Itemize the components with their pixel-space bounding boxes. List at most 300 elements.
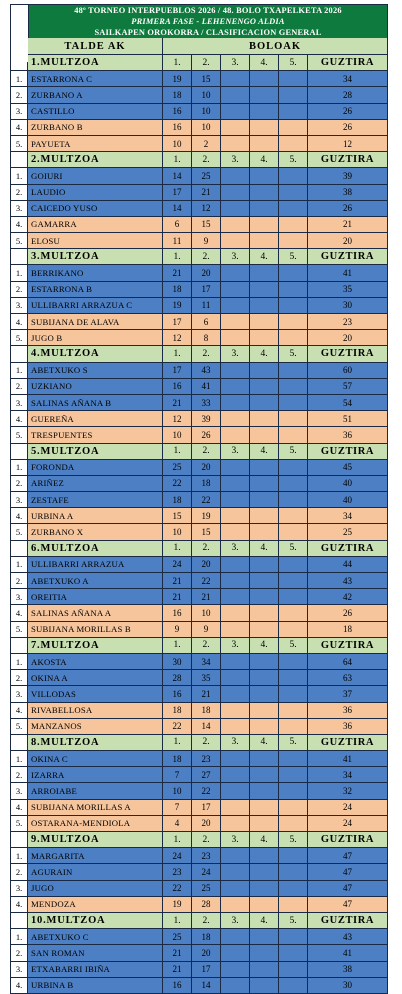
total-score: 43 (308, 573, 388, 589)
round-label: 5. (279, 913, 308, 929)
group-name: 1.MULTZOA (28, 55, 163, 71)
round-label: 1. (163, 249, 192, 265)
rank-number: 4. (10, 411, 28, 427)
round-4-score (250, 816, 279, 832)
round-label: 5. (279, 444, 308, 460)
round-4-score (250, 881, 279, 897)
round-label: 5. (279, 346, 308, 362)
round-1-score: 14 (163, 168, 192, 184)
rank-number: 4. (10, 217, 28, 233)
total-score: 47 (308, 848, 388, 864)
rank-number: 4. (10, 703, 28, 719)
round-2-score: 33 (192, 395, 221, 411)
total-score: 32 (308, 783, 388, 799)
round-1-score: 19 (163, 71, 192, 87)
round-label: 5. (279, 541, 308, 557)
round-1-score: 23 (163, 864, 192, 880)
round-2-score: 17 (192, 962, 221, 978)
group-name: 8.MULTZOA (28, 735, 163, 751)
round-label: 3. (221, 444, 250, 460)
round-5-score (279, 265, 308, 281)
total-label: GUZTIRA (308, 832, 388, 848)
classification-title: SAILKAPEN OROKORRA / CLASIFICACION GENERAL (94, 28, 322, 37)
round-5-score (279, 848, 308, 864)
rank-number: 5. (10, 622, 28, 638)
round-4-score (250, 751, 279, 767)
round-label: 4. (250, 152, 279, 168)
round-label: 4. (250, 832, 279, 848)
round-label: 3. (221, 913, 250, 929)
round-2-score: 20 (192, 557, 221, 573)
round-5-score (279, 411, 308, 427)
team-name: ULLIBARRI ARRAZUA (28, 557, 163, 573)
round-4-score (250, 524, 279, 540)
total-score: 51 (308, 411, 388, 427)
round-1-score: 6 (163, 217, 192, 233)
team-row (10, 168, 388, 184)
round-4-score (250, 298, 279, 314)
total-score: 38 (308, 962, 388, 978)
team-row (10, 897, 388, 913)
round-4-score (250, 168, 279, 184)
team-name: AGURAIN (28, 864, 163, 880)
round-4-score (250, 363, 279, 379)
team-name: SUBIJANA MORILLAS B (28, 622, 163, 638)
round-4-score (250, 411, 279, 427)
group-header-row (10, 55, 388, 71)
round-label: 5. (279, 152, 308, 168)
round-label: 4. (250, 913, 279, 929)
round-1-score: 16 (163, 379, 192, 395)
group-index-blank (10, 832, 28, 848)
total-score: 40 (308, 476, 388, 492)
team-row (10, 136, 388, 152)
team-name: ULLIBARRI ARRAZUA C (28, 298, 163, 314)
round-2-score: 22 (192, 492, 221, 508)
team-name: ABETXUKO A (28, 573, 163, 589)
round-label: 2. (192, 152, 221, 168)
total-score: 35 (308, 282, 388, 298)
round-1-score: 9 (163, 622, 192, 638)
team-name: ABETXUKO S (28, 363, 163, 379)
round-1-score: 21 (163, 395, 192, 411)
group-header-row (10, 152, 388, 168)
round-2-score: 23 (192, 848, 221, 864)
round-label: 2. (192, 832, 221, 848)
round-3-score (221, 881, 250, 897)
team-name: JUGO (28, 881, 163, 897)
round-5-score (279, 104, 308, 120)
round-5-score (279, 864, 308, 880)
rank-number: 4. (10, 120, 28, 136)
round-1-score: 18 (163, 282, 192, 298)
team-name: SUBIJANA MORILLAS A (28, 800, 163, 816)
round-2-score: 21 (192, 589, 221, 605)
round-label: 5. (279, 249, 308, 265)
round-5-score (279, 929, 308, 945)
rank-number: 4. (10, 508, 28, 524)
round-2-score: 34 (192, 654, 221, 670)
round-2-score: 18 (192, 703, 221, 719)
round-2-score: 25 (192, 168, 221, 184)
round-4-score (250, 330, 279, 346)
round-3-score (221, 783, 250, 799)
round-2-score: 18 (192, 929, 221, 945)
round-4-score (250, 864, 279, 880)
round-3-score (221, 492, 250, 508)
round-3-score (221, 411, 250, 427)
round-5-score (279, 508, 308, 524)
rank-number: 1. (10, 168, 28, 184)
group-name: 2.MULTZOA (28, 152, 163, 168)
round-4-score (250, 962, 279, 978)
round-1-score: 10 (163, 524, 192, 540)
rank-number: 3. (10, 395, 28, 411)
team-name: ARIÑEZ (28, 476, 163, 492)
round-label: 4. (250, 541, 279, 557)
round-4-score (250, 314, 279, 330)
round-5-score (279, 314, 308, 330)
total-score: 36 (308, 427, 388, 443)
round-3-score (221, 524, 250, 540)
round-3-score (221, 962, 250, 978)
round-4-score (250, 654, 279, 670)
round-1-score: 18 (163, 703, 192, 719)
round-3-score (221, 557, 250, 573)
team-row (10, 217, 388, 233)
round-3-score (221, 330, 250, 346)
round-5-score (279, 881, 308, 897)
round-label: 2. (192, 735, 221, 751)
round-4-score (250, 379, 279, 395)
round-5-score (279, 524, 308, 540)
team-name: ZURBANO A (28, 87, 163, 103)
teams-header: TALDE AK (28, 38, 163, 55)
team-row (10, 233, 388, 249)
team-name: ETXABARRI IBIÑA (28, 962, 163, 978)
group-header-row (10, 541, 388, 557)
rank-number: 3. (10, 104, 28, 120)
group-name: 7.MULTZOA (28, 638, 163, 654)
round-1-score: 21 (163, 265, 192, 281)
round-1-score: 25 (163, 929, 192, 945)
round-5-score (279, 654, 308, 670)
team-row (10, 719, 388, 735)
round-label: 1. (163, 444, 192, 460)
round-1-score: 22 (163, 719, 192, 735)
round-5-score (279, 363, 308, 379)
round-2-score: 27 (192, 767, 221, 783)
phase-title: PRIMERA FASE - LEHENENGO ALDIA (131, 17, 285, 26)
team-row (10, 265, 388, 281)
round-3-score (221, 929, 250, 945)
round-1-score: 21 (163, 962, 192, 978)
round-4-score (250, 670, 279, 686)
round-4-score (250, 104, 279, 120)
total-score: 21 (308, 217, 388, 233)
group-index-blank (10, 346, 28, 362)
total-label: GUZTIRA (308, 152, 388, 168)
round-3-score (221, 71, 250, 87)
team-name: GUEREÑA (28, 411, 163, 427)
round-5-score (279, 703, 308, 719)
round-3-score (221, 800, 250, 816)
rank-number: 1. (10, 654, 28, 670)
round-3-score (221, 573, 250, 589)
total-score: 36 (308, 719, 388, 735)
round-1-score: 30 (163, 654, 192, 670)
round-label: 2. (192, 55, 221, 71)
round-5-score (279, 460, 308, 476)
round-3-score (221, 703, 250, 719)
total-score: 41 (308, 265, 388, 281)
rank-number: 2. (10, 945, 28, 961)
tournament-title: 48º TORNEO INTERPUEBLOS 2026 / 48. BOLO TXAPELKETA 2026 (74, 6, 342, 15)
rank-number: 4. (10, 314, 28, 330)
total-score: 42 (308, 589, 388, 605)
team-name: MANZANOS (28, 719, 163, 735)
round-2-score: 8 (192, 330, 221, 346)
round-3-score (221, 233, 250, 249)
round-label: 3. (221, 249, 250, 265)
total-score: 26 (308, 605, 388, 621)
total-score: 38 (308, 185, 388, 201)
group-index-blank (10, 444, 28, 460)
total-score: 25 (308, 524, 388, 540)
round-5-score (279, 298, 308, 314)
round-4-score (250, 573, 279, 589)
round-label: 1. (163, 735, 192, 751)
round-label: 4. (250, 444, 279, 460)
total-score: 45 (308, 460, 388, 476)
round-4-score (250, 476, 279, 492)
round-label: 5. (279, 735, 308, 751)
team-row (10, 185, 388, 201)
round-3-score (221, 897, 250, 913)
rank-number: 1. (10, 363, 28, 379)
team-row (10, 330, 388, 346)
total-label: GUZTIRA (308, 346, 388, 362)
team-name: SALINAS AÑANA A (28, 605, 163, 621)
team-name: FORONDA (28, 460, 163, 476)
round-5-score (279, 573, 308, 589)
round-1-score: 24 (163, 848, 192, 864)
round-5-score (279, 185, 308, 201)
round-4-score (250, 897, 279, 913)
team-row (10, 201, 388, 217)
team-name: URBINA B (28, 978, 163, 994)
rank-number: 5. (10, 330, 28, 346)
round-3-score (221, 265, 250, 281)
round-4-score (250, 686, 279, 702)
round-5-score (279, 897, 308, 913)
round-1-score: 15 (163, 508, 192, 524)
team-row (10, 686, 388, 702)
round-2-score: 15 (192, 71, 221, 87)
team-name: ELOSU (28, 233, 163, 249)
round-1-score: 19 (163, 298, 192, 314)
group-name: 10.MULTZOA (28, 913, 163, 929)
round-4-score (250, 201, 279, 217)
round-1-score: 4 (163, 816, 192, 832)
round-2-score: 25 (192, 881, 221, 897)
rank-number: 5. (10, 816, 28, 832)
round-1-score: 19 (163, 897, 192, 913)
rank-number: 4. (10, 605, 28, 621)
team-row (10, 605, 388, 621)
total-score: 20 (308, 330, 388, 346)
round-label: 2. (192, 638, 221, 654)
round-3-score (221, 298, 250, 314)
group-header-row (10, 638, 388, 654)
team-row (10, 800, 388, 816)
round-2-score: 14 (192, 719, 221, 735)
rank-number: 2. (10, 379, 28, 395)
round-2-score: 26 (192, 427, 221, 443)
team-row (10, 557, 388, 573)
round-label: 1. (163, 913, 192, 929)
total-score: 36 (308, 703, 388, 719)
rank-number: 2. (10, 476, 28, 492)
round-4-score (250, 87, 279, 103)
round-label: 3. (221, 152, 250, 168)
round-2-score: 11 (192, 298, 221, 314)
rank-number: 2. (10, 282, 28, 298)
team-row (10, 703, 388, 719)
round-4-score (250, 217, 279, 233)
round-4-score (250, 282, 279, 298)
team-name: ESTARRONA C (28, 71, 163, 87)
team-name: ZURBANO X (28, 524, 163, 540)
round-5-score (279, 379, 308, 395)
round-label: 3. (221, 735, 250, 751)
round-3-score (221, 120, 250, 136)
round-1-score: 16 (163, 605, 192, 621)
team-name: AKOSTA (28, 654, 163, 670)
team-row (10, 881, 388, 897)
rank-number: 4. (10, 897, 28, 913)
round-2-score: 15 (192, 217, 221, 233)
total-label: GUZTIRA (308, 638, 388, 654)
round-label: 5. (279, 832, 308, 848)
round-5-score (279, 945, 308, 961)
total-score: 23 (308, 314, 388, 330)
group-name: 3.MULTZOA (28, 249, 163, 265)
team-name: GOIURI (28, 168, 163, 184)
group-index-blank (10, 541, 28, 557)
round-5-score (279, 783, 308, 799)
rank-number: 1. (10, 265, 28, 281)
round-4-score (250, 703, 279, 719)
round-3-score (221, 816, 250, 832)
rank-number: 3. (10, 881, 28, 897)
team-name: CAICEDO YUSO (28, 201, 163, 217)
round-5-score (279, 670, 308, 686)
team-row (10, 622, 388, 638)
round-4-score (250, 978, 279, 994)
round-label: 2. (192, 249, 221, 265)
round-4-score (250, 767, 279, 783)
groups-container (10, 55, 388, 994)
round-3-score (221, 363, 250, 379)
round-2-score: 20 (192, 460, 221, 476)
round-label: 3. (221, 55, 250, 71)
round-2-score: 2 (192, 136, 221, 152)
total-score: 24 (308, 816, 388, 832)
total-score: 37 (308, 686, 388, 702)
round-5-score (279, 120, 308, 136)
round-label: 2. (192, 913, 221, 929)
team-row (10, 670, 388, 686)
team-name: MENDOZA (28, 897, 163, 913)
round-1-score: 7 (163, 800, 192, 816)
round-label: 4. (250, 638, 279, 654)
round-1-score: 17 (163, 363, 192, 379)
round-3-score (221, 87, 250, 103)
round-1-score: 16 (163, 120, 192, 136)
round-2-score: 28 (192, 897, 221, 913)
rank-number: 1. (10, 751, 28, 767)
team-row (10, 508, 388, 524)
team-name: OSTARANA-MENDIOLA (28, 816, 163, 832)
total-score: 47 (308, 897, 388, 913)
group-name: 9.MULTZOA (28, 832, 163, 848)
rank-number: 2. (10, 87, 28, 103)
rank-number: 1. (10, 71, 28, 87)
total-score: 18 (308, 622, 388, 638)
round-3-score (221, 185, 250, 201)
total-score: 47 (308, 864, 388, 880)
round-5-score (279, 800, 308, 816)
round-1-score: 11 (163, 233, 192, 249)
round-label: 5. (279, 638, 308, 654)
rank-number: 1. (10, 460, 28, 476)
round-4-score (250, 492, 279, 508)
round-5-score (279, 751, 308, 767)
group-header-row (10, 346, 388, 362)
team-name: PAYUETA (28, 136, 163, 152)
team-name: MARGARITA (28, 848, 163, 864)
round-1-score: 10 (163, 427, 192, 443)
round-1-score: 24 (163, 557, 192, 573)
round-5-score (279, 168, 308, 184)
rank-number: 4. (10, 978, 28, 994)
team-row (10, 816, 388, 832)
round-4-score (250, 945, 279, 961)
team-row (10, 379, 388, 395)
round-4-score (250, 605, 279, 621)
round-5-score (279, 476, 308, 492)
round-2-score: 43 (192, 363, 221, 379)
round-4-score (250, 233, 279, 249)
total-score: 20 (308, 233, 388, 249)
round-label: 1. (163, 832, 192, 848)
round-label: 2. (192, 541, 221, 557)
round-3-score (221, 864, 250, 880)
round-label: 1. (163, 55, 192, 71)
rank-number: 1. (10, 929, 28, 945)
round-3-score (221, 379, 250, 395)
round-label: 2. (192, 346, 221, 362)
team-name: TRESPUENTES (28, 427, 163, 443)
round-5-score (279, 686, 308, 702)
total-label: GUZTIRA (308, 249, 388, 265)
total-score: 54 (308, 395, 388, 411)
round-label: 4. (250, 55, 279, 71)
round-2-score: 10 (192, 87, 221, 103)
total-label: GUZTIRA (308, 444, 388, 460)
rank-number: 3. (10, 962, 28, 978)
